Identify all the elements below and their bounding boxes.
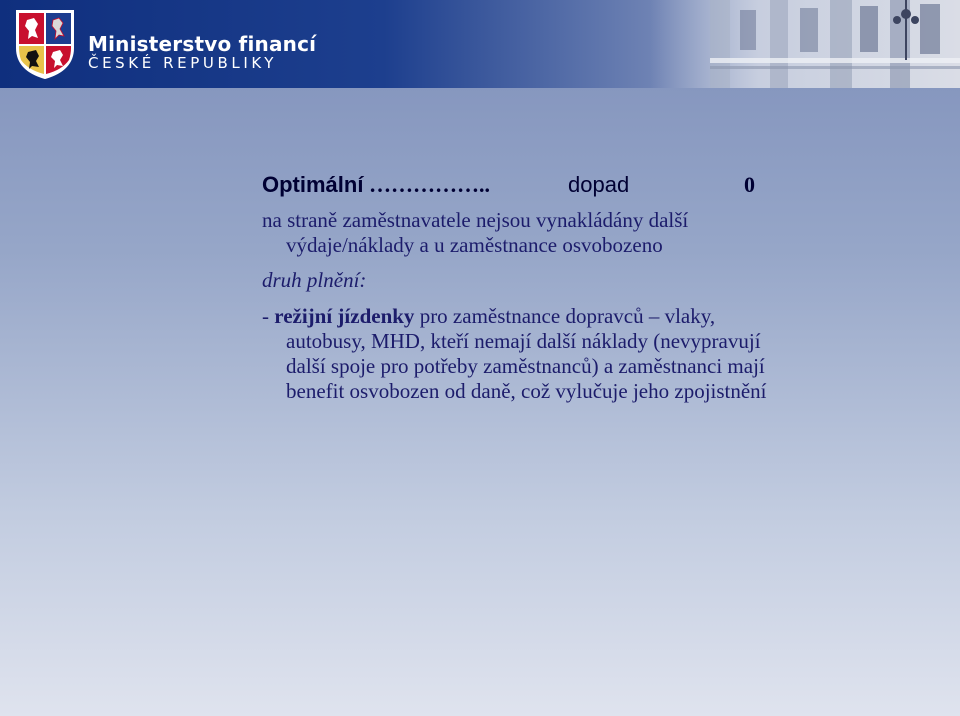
- bullet-first-line: [262, 304, 922, 329]
- impact-value: 0: [744, 172, 755, 197]
- bullet-line: benefit osvobozen od daně, což vylučuje jeho zpojistnění: [286, 379, 767, 404]
- building-facade-image: [650, 0, 960, 88]
- bullet-dash: -: [262, 303, 275, 328]
- bullet-line: další spoje pro potřeby zaměstnanců) a zaměstnanci mají: [286, 353, 765, 378]
- czech-coat-of-arms-icon: [14, 8, 76, 80]
- bullet-item: [262, 304, 922, 405]
- impact-label: dopad: [568, 172, 630, 197]
- section-label: druh plnění:: [262, 268, 367, 293]
- bullet-line-rest: pro zaměstnance dopravců – vlaky,: [414, 303, 716, 328]
- heading-label: Optimální: [262, 172, 364, 197]
- ministry-header: [0, 0, 960, 88]
- slide-heading: [262, 172, 922, 198]
- bullet-line: autobusy, MHD, kteří nemají další náklady (nevypravují: [286, 328, 761, 353]
- heading-dots: ……………..: [363, 172, 490, 197]
- ministry-subtitle: ČESKÉ REPUBLIKY: [88, 54, 278, 72]
- bullet-bold-term: režijní jízdenky: [274, 303, 415, 328]
- slide-content: [262, 172, 922, 404]
- heading-label-group: [262, 172, 490, 198]
- paragraph-line: výdaje/náklady a u zaměstnance osvobozeno: [286, 233, 663, 258]
- impact-paragraph: [262, 208, 922, 258]
- ministry-title: Ministerstvo financí: [88, 32, 317, 56]
- paragraph-line: na straně zaměstnavatele nejsou vynakládány další: [262, 208, 689, 232]
